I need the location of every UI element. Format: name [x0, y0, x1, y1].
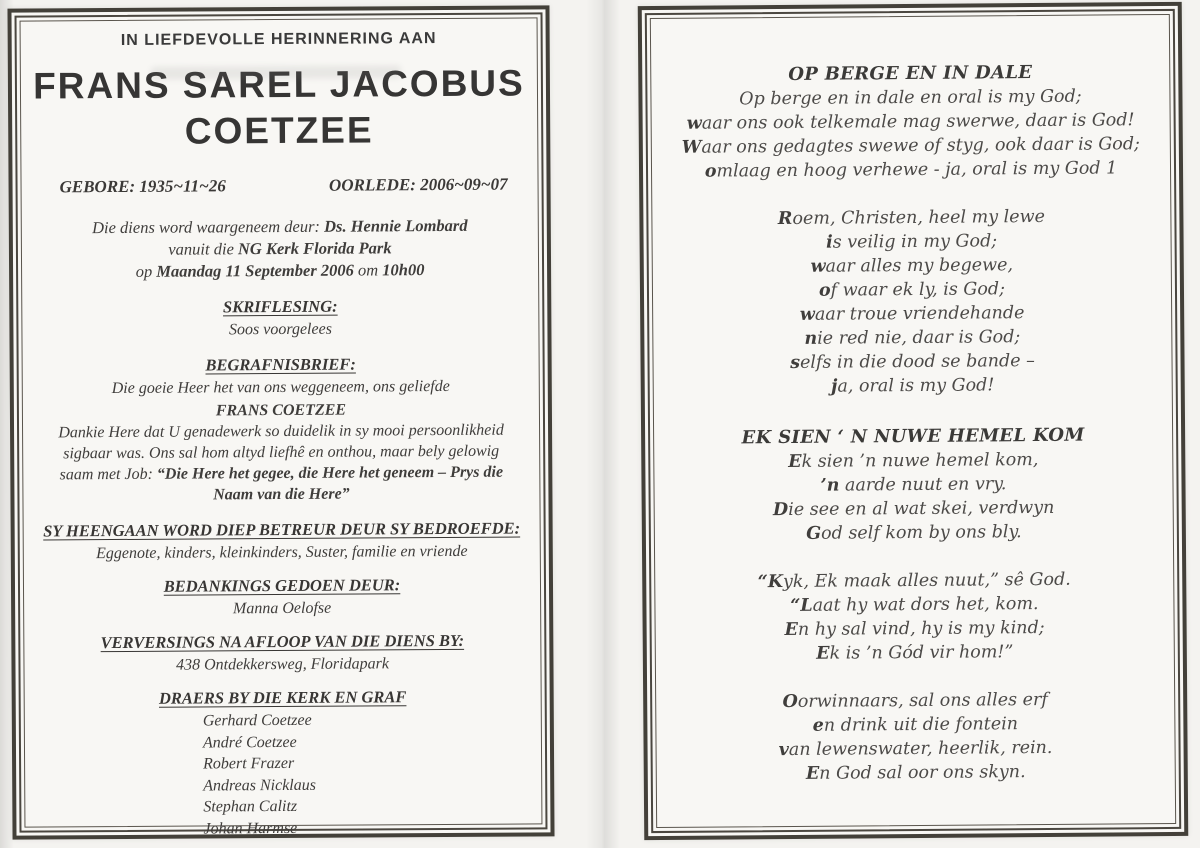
service-text: op: [135, 261, 157, 281]
bearers-list: [203, 708, 542, 839]
service-line: [22, 214, 538, 239]
line-text: aarde nuut en vry.: [839, 474, 1007, 496]
job-quote-lead: saam met Job:: [59, 465, 157, 484]
refreshments-body: 438 Ontdekkersweg, Floridapark: [175, 655, 389, 674]
poem-line: [657, 759, 1175, 787]
line-text: ie red nie, daar is God;: [817, 327, 1021, 349]
bold-initial: E: [816, 643, 830, 664]
line-text: orwinnaars, sal ons alles erf: [797, 689, 1048, 712]
job-quote: “Die Here het gegee, die Here het geneem – Prys die: [156, 463, 504, 483]
thanks-heading: [24, 574, 540, 597]
line-text: aar alles my begewe,: [825, 255, 1014, 277]
hymn1-title: OP BERGE EN IN DALE: [788, 62, 1033, 85]
poem-line: [656, 639, 1174, 667]
deceased-name-line2: COETZEE: [184, 109, 374, 152]
died-date: OORLEDE: 2006~09~07: [328, 174, 508, 195]
bearers-heading: [25, 686, 541, 709]
service-officiant: Ds. Hennie Lombard: [324, 215, 468, 236]
bearer-name: Johan Harmse: [203, 819, 298, 837]
line-text: aar troue vriendehande: [814, 303, 1025, 325]
bold-initial: w: [799, 304, 816, 325]
bold-initial: o: [704, 161, 717, 182]
job-quote-end: Naam van die Here”: [213, 485, 350, 504]
bold-initial: i: [825, 232, 833, 253]
right-page: [638, 2, 1189, 840]
poem-line: [652, 156, 1170, 184]
bereaved-heading: [24, 518, 540, 541]
line-text: mlaag en hoog verhewe - ja, oral is my God 1: [716, 158, 1118, 182]
line-text: yk, Ek maak alles nuut,” sê God.: [782, 569, 1071, 593]
service-text: Die diens word waargeneem deur:: [91, 216, 325, 238]
bold-initial: n: [804, 328, 818, 349]
line-text: f waar ek ly, is God;: [830, 279, 1006, 301]
line-text: k sien ’n nuwe hemel kom,: [801, 450, 1039, 472]
line-text: aat hy wat dors het, kom.: [812, 594, 1039, 616]
left-page-border-frame: [15, 12, 548, 837]
memorial-eyebrow: IN LIEFDEVOLLE HERINNERING AAN: [120, 30, 437, 49]
hymn1-stanza1: [651, 84, 1170, 184]
refreshments-heading-text: VERVERSINGS NA AFLOOP VAN DIE DIENS BY:: [100, 630, 465, 653]
service-church: NG Kerk Florida Park: [237, 238, 392, 259]
line-text: k is ’n Gód vir hom!”: [829, 642, 1014, 664]
line-text: a, oral is my God!: [837, 375, 995, 397]
line-text: aar ons gedagtes swewe of styg, ook daar is God;: [701, 134, 1140, 158]
bearers-heading-text: DRAERS BY DIE KERK EN GRAF: [158, 687, 407, 708]
born-date: GEBORE: 1935~11~26: [59, 176, 226, 197]
line-text: oem, Christen, heel my lewe: [792, 206, 1045, 229]
hymn1-stanza2: [652, 204, 1171, 400]
bold-initial: w: [810, 256, 826, 277]
bold-initial: O: [782, 691, 798, 713]
funeral-letter-name: FRANS COETZEE: [215, 401, 347, 420]
service-time: 10h00: [382, 260, 425, 280]
service-date: Maandag 11 September 2006: [156, 260, 354, 281]
scripture-heading: [22, 295, 538, 318]
line-text: an lewenswater, heerlik, rein.: [788, 737, 1053, 760]
bold-initial: E: [805, 763, 820, 784]
funeral-letter-line: sigbaar was. Ons sal hom altyd liefhê en onthou, maar bely gelowig: [63, 442, 500, 463]
left-page: [7, 5, 554, 839]
left-page-content: [20, 17, 543, 837]
bearer-name: Andreas Nicklaus: [203, 776, 317, 794]
bold-initial: ’n: [820, 475, 840, 496]
service-line: [22, 258, 538, 283]
thanks-heading-text: BEDANKINGS GEDOEN DEUR:: [163, 575, 401, 596]
line-text: aar ons ook telkemale mag swerwe, daar is God!: [701, 110, 1135, 134]
service-text: vanuit die: [168, 239, 239, 259]
hymn2-title: EK SIEN ‘ N NUWE HEMEL KOM: [741, 424, 1085, 449]
line-text: n hy sal vind, hy is my kind;: [797, 617, 1045, 640]
right-page-border-frame: [645, 9, 1181, 833]
bearer-name: André Coetzee: [202, 733, 297, 751]
bold-initial: e: [812, 715, 824, 736]
bold-initial: E: [788, 451, 802, 472]
funeral-letter-line: Die goeie Heer het van ons weggeneem, ons geliefde: [111, 377, 450, 398]
bold-initial: E: [784, 619, 799, 641]
line-text: n God sal oor ons skyn.: [819, 762, 1026, 784]
bold-initial: j: [830, 376, 838, 397]
line-text: od self kom by ons bly.: [821, 522, 1022, 544]
bold-initial: D: [772, 499, 789, 521]
scripture-heading-text: SKRIFLESING:: [222, 296, 338, 317]
scripture-body: Soos voorgelees: [228, 320, 332, 339]
bold-initial: w: [686, 113, 702, 134]
line-text: Op berge en in dale en oral is my God;: [739, 86, 1082, 110]
life-dates: [21, 174, 537, 197]
poem-line: [655, 519, 1173, 547]
bold-initial: s: [790, 352, 801, 373]
bearer-name: Robert Frazer: [203, 754, 295, 773]
bold-initial: “L: [790, 595, 813, 616]
bearer-name: Gerhard Coetzee: [202, 711, 312, 730]
funeral-letter-heading: [23, 353, 539, 376]
bold-initial: “K: [757, 572, 784, 593]
bereaved-body: Eggenote, kinders, kleinkinders, Suster, familie en vriende: [96, 542, 468, 563]
hymn2-stanza2: [655, 567, 1174, 667]
funeral-letter-heading-text: BEGRAFNISBRIEF:: [205, 354, 356, 375]
bold-initial: o: [818, 280, 831, 301]
bearer-name: Stephan Calitz: [203, 797, 298, 816]
line-text: s veilig in my God;: [832, 231, 998, 253]
bold-initial: G: [806, 523, 822, 544]
funeral-letter-line: Dankie Here dat U genadewerk so duidelik in sy mooi persoonlikheid: [58, 421, 504, 442]
page-fold-shadow: [586, 0, 620, 848]
right-page-content: [650, 14, 1176, 828]
line-text: elfs in die dood se bande –: [799, 351, 1035, 373]
service-details: [22, 214, 538, 283]
thanks-body: Manna Oelofse: [232, 599, 332, 618]
poem-line: [654, 372, 1172, 400]
hymn2-stanza1: [654, 447, 1173, 547]
hymn2-stanza3: [656, 687, 1175, 787]
service-line: [22, 236, 538, 261]
bereaved-heading-text: SY HEENGAAN WORD DIEP BETREUR DEUR SY BEDROEFDE:: [43, 518, 521, 541]
refreshments-heading: [24, 630, 540, 653]
service-text: om: [353, 260, 383, 280]
line-text: n drink uit die fontein: [823, 714, 1019, 736]
bold-initial: v: [778, 739, 789, 761]
ink-bleed-artifact: [151, 65, 401, 80]
bold-initial: W: [681, 137, 702, 158]
funeral-letter-line: [23, 461, 539, 485]
line-text: ie see en al wat skei, verdwyn: [788, 497, 1055, 520]
bold-initial: R: [777, 208, 793, 230]
deceased-name-line1: FRANS SAREL JACOBUS: [32, 62, 525, 107]
